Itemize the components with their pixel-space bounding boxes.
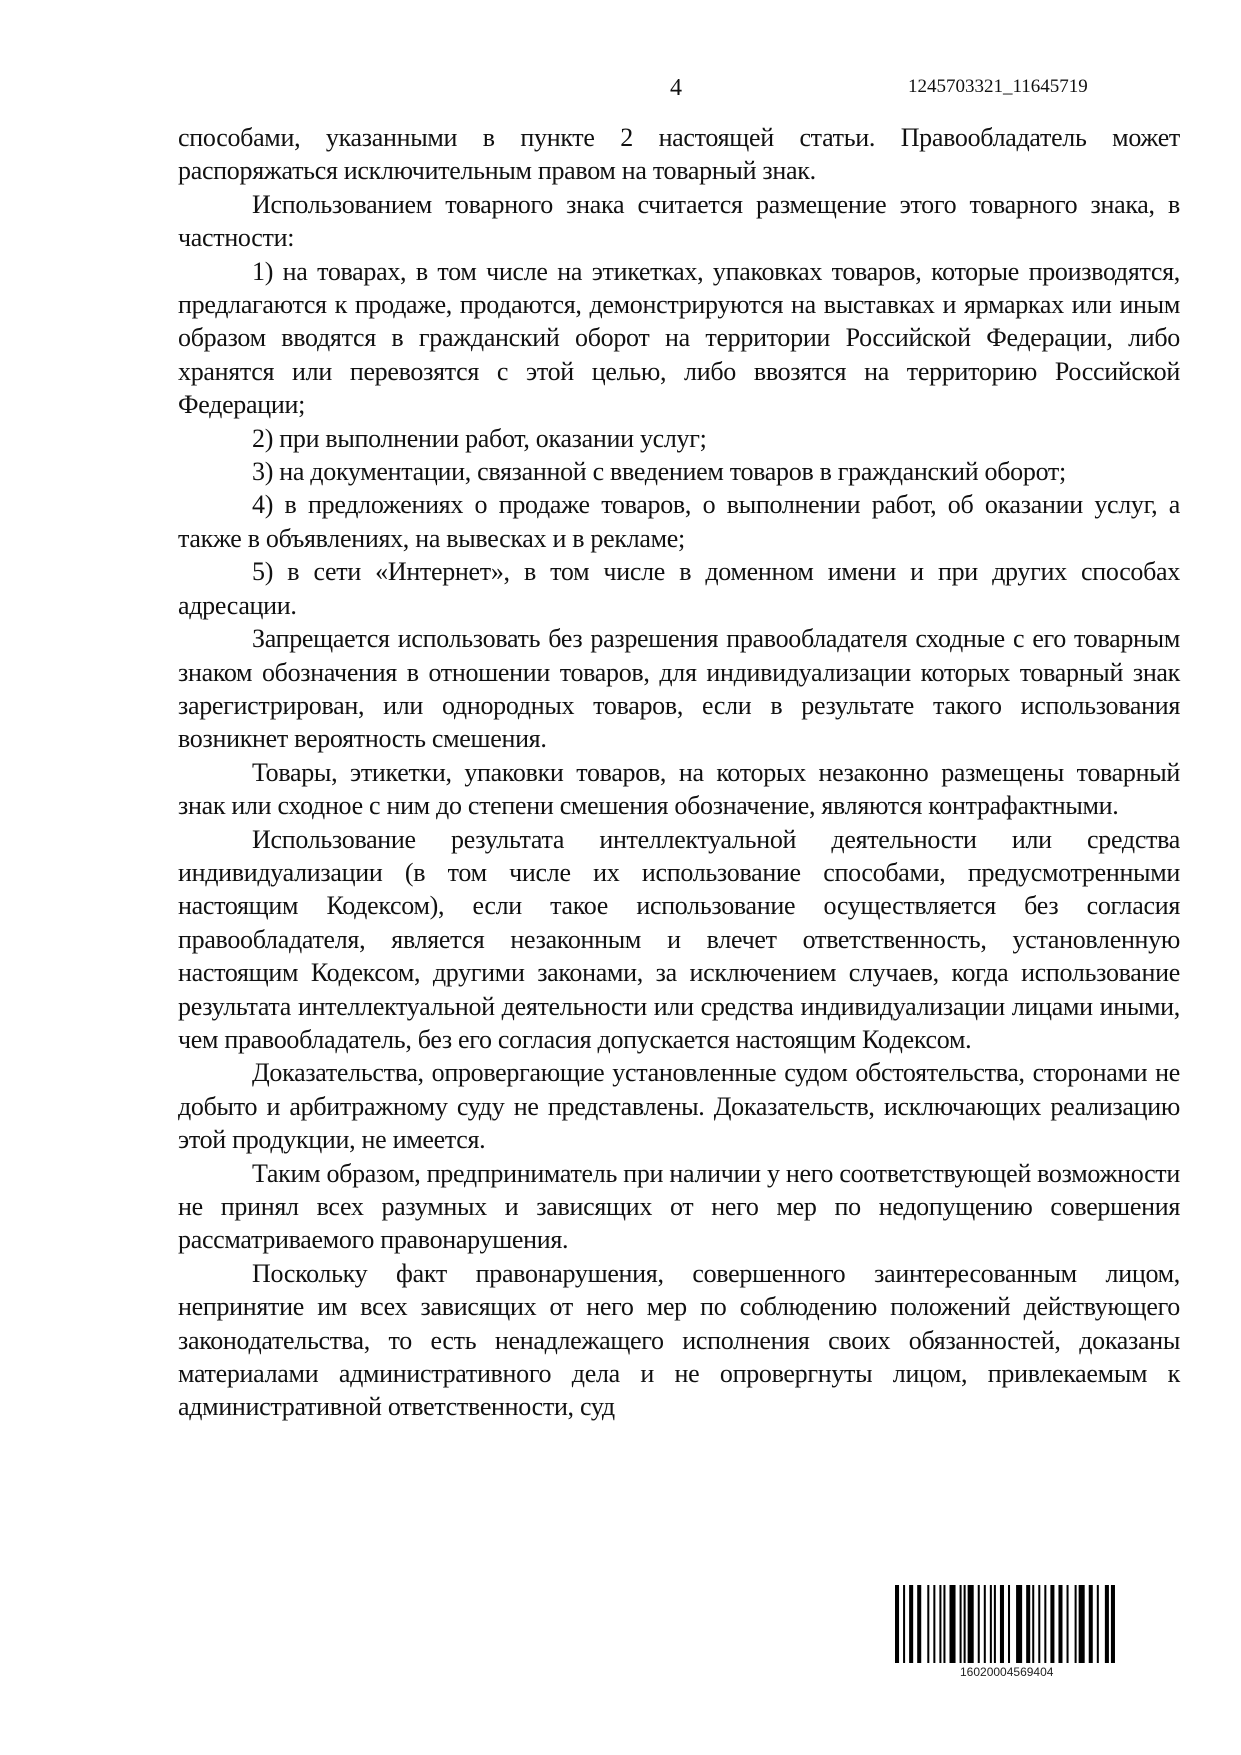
paragraph: Доказательства, опровергающие установленные судом обстоятельства, сторонами не добыто и арбитражному суду не представлены. Доказательств, исключающих реализацию этой продукции, не имеется. [178,1058,1180,1155]
barcode-bar [1038,1585,1040,1663]
barcode-bar [1097,1585,1099,1663]
barcode-bar [1075,1585,1077,1663]
list-item-paragraph: 2) при выполнении работ, оказании услуг; [252,423,707,453]
barcode-bar [984,1585,986,1663]
barcode-bar [927,1585,929,1663]
barcode-bar [1000,1585,1004,1663]
barcode-bar [1079,1585,1085,1663]
paragraph: Использование результата интеллектуальной деятельности или средства индивидуализации (в том числе их использование способами, предусмотренными настоящим Кодексом), если такое использование осуществляется без согласия правообладателя, является незаконным и влечет ответственность, установленную настоящим Кодексом, другими законами, за исключением случаев, когда использование результата интеллектуальной деятельности или средства индивидуализации лицами иными, чем правообладатель, без его согласия допускается настоящим Кодексом. [178,824,1180,1054]
paragraph: Поскольку факт правонарушения, совершенного заинтересованным лицом, непринятие им всех зависящих от него мер по соблюдению положений действующего законодательства, то есть ненадлежащего исполнения своих обязанностей, доказаны материалами административного дела и не опровергнуты лицом, привлекаемым к административной ответственности, суд [178,1258,1180,1422]
list-item-paragraph: 4) в предложениях о продаже товаров, о выполнении работ, об оказании услуг, а также в объявлениях, на вывесках и в рекламе; [178,490,1180,553]
barcode-bar [994,1585,996,1663]
page-number: 4 [670,75,682,101]
paragraph: Таким образом, предприниматель при наличии у него соответствующей возможности не принял всех разумных и зависящих от него мер по недопущению совершения рассматриваемого правонарушения. [178,1158,1180,1255]
barcode-bar [990,1585,992,1663]
barcode-bar [1050,1585,1054,1663]
barcode-bar [964,1585,966,1663]
barcode-number: 16020004569404 [960,1665,1054,1679]
barcode-graphic [895,1585,1123,1663]
barcode-bar [917,1585,921,1663]
barcode-bar [949,1585,955,1663]
barcode-bar [903,1585,905,1663]
barcode-bar [909,1585,913,1663]
list-item-paragraph: 3) на документации, связанной с введением товаров в гражданский оборот; [252,457,1066,487]
list-item-paragraph: 5) в сети «Интернет», в том числе в доменном имени и при других способах адресации. [178,557,1180,620]
barcode-bar [1105,1585,1109,1663]
barcode-bar [1032,1585,1034,1663]
barcode-bar [1044,1585,1046,1663]
barcode-bar [895,1585,899,1663]
barcode-bar [1089,1585,1093,1663]
barcode-bar [939,1585,941,1663]
paragraph: способами, указанными в пункте 2 настоящей статьи. Правообладатель может распоряжаться исключительным правом на товарный знак. [178,123,1180,186]
barcode-bar [1026,1585,1030,1663]
barcode-bar [960,1585,962,1663]
document-id: 1245703321_11645719 [908,76,1088,97]
paragraph: Использованием товарного знака считается размещение этого товарного знака, в частности: [178,189,1180,253]
paragraph: Товары, этикетки, упаковки товаров, на которых незаконно размещены товарный знак или сходное с ним до степени смешения обозначение, являются контрафактными. [178,757,1180,821]
barcode-icon [895,1585,1123,1663]
barcode-bar [943,1585,945,1663]
barcode-bar [1067,1585,1069,1663]
barcode-bar [1111,1585,1115,1663]
list-item-paragraph: 1) на товарах, в том числе на этикетках, упаковках товаров, которые производятся, предлагаются к продаже, продаются, демонстрируются на выставках и ярмарках или иным образом вводятся в гражданский оборот на территории Российской Федерации, либо хранятся или перевозятся с этой целью, либо ввозятся на территорию Российской Федерации; [178,256,1180,420]
barcode-bar [1058,1585,1062,1663]
barcode-bar [968,1585,974,1663]
barcode-bar [1016,1585,1022,1663]
barcode-bar [933,1585,935,1663]
paragraph: Запрещается использовать без разрешения правообладателя сходные с его товарным знаком обозначения в отношении товаров, для индивидуализации которых товарный знак зарегистрирован, или однородных товаров, если в результате такого использования возникнет вероятность смешения. [178,624,1180,754]
document-body [178,121,1180,1424]
barcode-bar [978,1585,980,1663]
barcode-bar [1008,1585,1010,1663]
